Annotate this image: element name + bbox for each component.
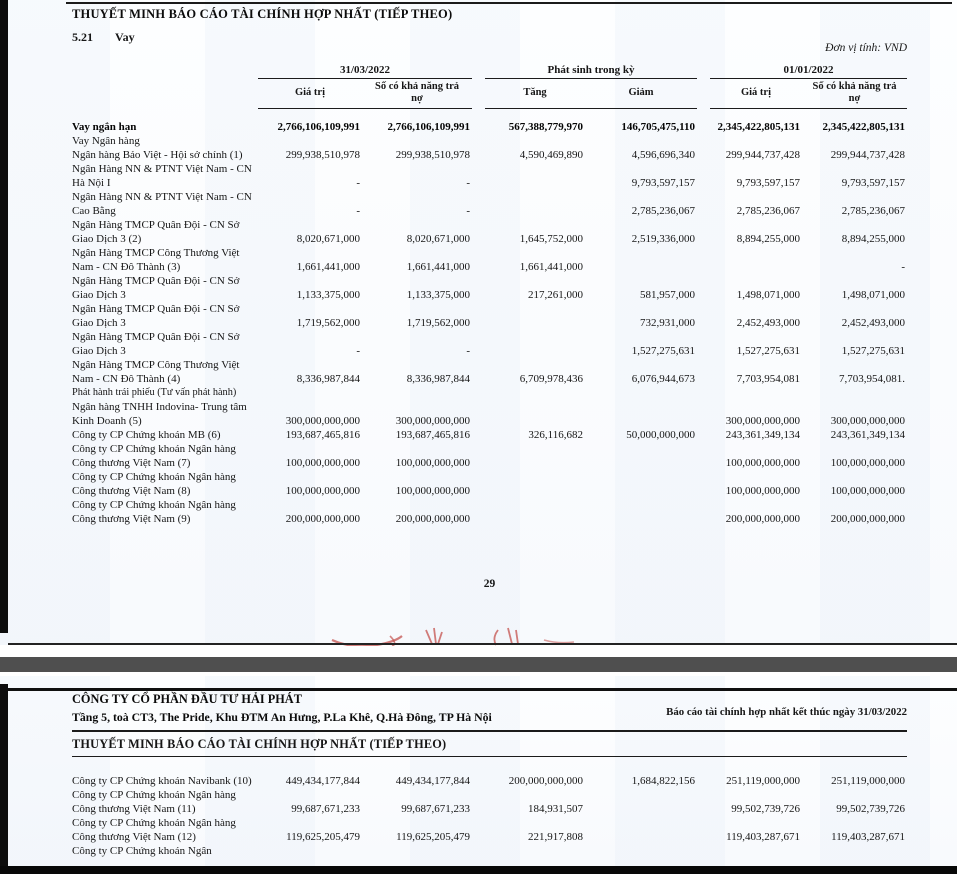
table-row — [72, 218, 907, 246]
cell-value: 1,661,441,000 — [519, 261, 583, 273]
cell-value: 9,793,597,157 — [736, 177, 800, 189]
cell-value: 8,894,255,000 — [736, 233, 800, 245]
cell-value: 732,931,000 — [640, 317, 695, 329]
cell-value: 243,361,349,134 — [725, 429, 800, 441]
row-label: Ngân hàng Bảo Việt - Hội sở chính (1) — [72, 149, 243, 161]
cell-value — [485, 456, 585, 470]
table-row — [72, 302, 907, 330]
cell-value — [485, 844, 585, 858]
group-31-03-2022: 31/03/2022 — [258, 64, 472, 79]
page2-header-rule — [72, 730, 907, 732]
cell-value: 300,000,000,000 — [725, 415, 800, 427]
table-row — [72, 330, 907, 358]
table-row — [72, 386, 907, 400]
cell-value — [485, 512, 585, 526]
cell-value: 1,527,275,631 — [736, 345, 800, 357]
cell-value: 1,661,441,000 — [296, 261, 360, 273]
cell-value — [585, 484, 697, 498]
col-gia-tri-1: Giá trị — [258, 79, 362, 109]
cell-value: 100,000,000,000 — [725, 485, 800, 497]
page2-left-scan-bar — [0, 684, 8, 874]
cell-value: 7,703,954,081 — [736, 373, 800, 385]
cell-value — [258, 386, 362, 400]
page1-left-scan-bar — [0, 0, 8, 633]
cell-value: 8,336,987,844 — [406, 373, 470, 385]
group-phat-sinh-trong-ky: Phát sinh trong kỳ — [485, 64, 697, 79]
cell-value: 300,000,000,000 — [830, 415, 905, 427]
cell-value — [710, 386, 802, 400]
row-label: Công ty CP Chứng khoán Ngân hàng Công thương Việt Nam (12) — [72, 817, 236, 843]
row-label: Ngân Hàng NN & PTNT Việt Nam - CN Hà Nội I — [72, 163, 252, 189]
cell-value: 4,590,469,890 — [519, 149, 583, 161]
row-label: Công ty CP Chứng khoán Ngân — [72, 845, 212, 857]
cell-value: 449,434,177,844 — [395, 775, 470, 787]
page2-title-rule — [72, 756, 907, 758]
row-label: Công ty CP Chứng khoán Ngân hàng Công thương Việt Nam (8) — [72, 471, 236, 497]
page-number: 29 — [483, 578, 496, 590]
cell-value: 2,766,106,109,991 — [277, 121, 360, 133]
row-label: Ngân Hàng TMCP Quân Đội - CN Sở Giao Dịch 3 (2) — [72, 219, 240, 245]
cell-value: 100,000,000,000 — [725, 457, 800, 469]
cell-value: 146,705,475,110 — [621, 121, 695, 133]
cell-value: 8,020,671,000 — [296, 233, 360, 245]
loan-table-header — [72, 64, 907, 109]
cell-value: 217,261,000 — [528, 289, 583, 301]
cell-value: - — [356, 345, 360, 357]
cell-value: - — [466, 177, 470, 189]
cell-value: - — [356, 205, 360, 217]
table-row — [72, 442, 907, 470]
table-row — [72, 428, 907, 442]
cell-value — [362, 386, 472, 400]
cell-value: 299,938,510,978 — [285, 149, 360, 161]
cell-value: - — [466, 345, 470, 357]
cell-value: 299,938,510,978 — [395, 149, 470, 161]
cell-value: 200,000,000,000 — [285, 513, 360, 525]
section-title: Vay — [115, 30, 135, 44]
cell-value: 100,000,000,000 — [395, 485, 470, 497]
cell-value: 221,917,808 — [528, 831, 583, 843]
cell-value — [485, 414, 585, 428]
cell-value: 100,000,000,000 — [395, 457, 470, 469]
page1-top-rule — [66, 2, 952, 4]
cell-value: 119,403,287,671 — [726, 831, 800, 843]
page2-title: THUYẾT MINH BÁO CÁO TÀI CHÍNH HỢP NHẤT (TIẾP THEO) — [72, 736, 447, 751]
cell-value: 8,336,987,844 — [296, 373, 360, 385]
table-row — [72, 400, 907, 428]
cell-value: 200,000,000,000 — [830, 513, 905, 525]
page-gap-band — [0, 657, 957, 672]
cell-value — [585, 456, 697, 470]
cell-value — [485, 344, 585, 358]
row-label: Ngân Hàng TMCP Quân Đội - CN Sở Giao Dịch 3 — [72, 331, 240, 357]
cell-value: 8,894,255,000 — [841, 233, 905, 245]
cell-value: 581,957,000 — [640, 289, 695, 301]
page1-title: THUYẾT MINH BÁO CÁO TÀI CHÍNH HỢP NHẤT (TIẾP THEO) — [72, 7, 453, 21]
col-giam: Giảm — [585, 79, 697, 109]
bottom-scan-bar — [0, 866, 957, 874]
cell-value: 1,133,375,000 — [296, 289, 360, 301]
cell-value: 9,793,597,157 — [631, 177, 695, 189]
table-row — [72, 120, 907, 134]
cell-value — [485, 386, 585, 400]
group-01-01-2022: 01/01/2022 — [710, 64, 907, 79]
table-row — [72, 816, 907, 844]
cell-value — [258, 134, 362, 148]
col-so-co-kha-nang-tra-no-2: Số có khả năng trả nợ — [802, 79, 907, 109]
cell-value: 326,116,682 — [528, 429, 583, 441]
cell-value — [485, 316, 585, 330]
cell-value — [585, 830, 697, 844]
row-label: Công ty CP Chứng khoán Navibank (10) — [72, 775, 252, 787]
table-row — [72, 774, 907, 788]
cell-value: 243,361,349,134 — [830, 429, 905, 441]
cell-value: 2,766,106,109,991 — [387, 121, 470, 133]
cell-value: 193,687,465,816 — [395, 429, 470, 441]
table-row — [72, 844, 907, 858]
cell-value: 100,000,000,000 — [285, 485, 360, 497]
row-label: Công ty CP Chứng khoán Ngân hàng Công thương Việt Nam (7) — [72, 443, 236, 469]
cell-value: 2,785,236,067 — [631, 205, 695, 217]
cell-value: 1,684,822,156 — [631, 775, 695, 787]
table-row — [72, 358, 907, 386]
row-label: Ngân Hàng TMCP Công Thương Việt Nam - CN Đô Thành (3) — [72, 247, 240, 273]
cell-value: 1,498,071,000 — [841, 289, 905, 301]
cell-value: 4,596,696,340 — [631, 149, 695, 161]
cell-value: 7,703,954,081. — [839, 373, 905, 385]
cell-value — [485, 204, 585, 218]
cell-value — [362, 134, 472, 148]
cell-value: 1,661,441,000 — [406, 261, 470, 273]
cell-value — [710, 260, 802, 274]
column-group-row — [72, 64, 907, 79]
cell-value: 8,020,671,000 — [406, 233, 470, 245]
row-label: Công ty CP Chứng khoán MB (6) — [72, 429, 221, 441]
cell-value — [710, 134, 802, 148]
cell-value — [585, 844, 697, 858]
cell-value — [258, 844, 362, 858]
cell-value: 1,527,275,631 — [631, 345, 695, 357]
table-row — [72, 134, 907, 148]
table-row — [72, 190, 907, 218]
table-row — [72, 470, 907, 498]
cell-value — [485, 176, 585, 190]
cell-value: 99,687,671,233 — [291, 803, 360, 815]
cell-value: 251,119,000,000 — [726, 775, 800, 787]
cell-value — [802, 844, 907, 858]
page-2 — [0, 676, 957, 866]
table-row — [72, 246, 907, 274]
row-label: Ngân hàng TNHH Indovina- Trung tâm Kinh Doanh (5) — [72, 401, 247, 427]
cell-value: 9,793,597,157 — [841, 177, 905, 189]
cell-value: 119,625,205,479 — [286, 831, 360, 843]
table-row — [72, 162, 907, 190]
cell-value — [585, 260, 697, 274]
cell-value — [362, 844, 472, 858]
row-label: Ngân Hàng TMCP Quân Đội - CN Sở Giao Dịch 3 — [72, 303, 240, 329]
cell-value: 2,785,236,067 — [841, 205, 905, 217]
cell-value: 99,502,739,726 — [731, 803, 800, 815]
row-label: Ngân Hàng TMCP Quân Đội - CN Sở Giao Dịch 3 — [72, 275, 240, 301]
cell-value: - — [901, 261, 905, 273]
cell-value: 6,076,944,673 — [631, 373, 695, 385]
row-label: Phát hành trái phiếu (Tư vấn phát hành) — [72, 387, 237, 398]
report-period-label: Báo cáo tài chính hợp nhất kết thúc ngày 31/03/2022 — [666, 706, 907, 718]
page1-bottom-rule — [8, 643, 957, 645]
cell-value: 1,719,562,000 — [296, 317, 360, 329]
table-row — [72, 274, 907, 302]
cell-value: 2,452,493,000 — [736, 317, 800, 329]
cell-value: 1,719,562,000 — [406, 317, 470, 329]
cell-value: 1,527,275,631 — [841, 345, 905, 357]
cell-value: 200,000,000,000 — [508, 775, 583, 787]
cell-value: 99,687,671,233 — [401, 803, 470, 815]
cell-value: 2,345,422,805,131 — [717, 121, 800, 133]
page2-top-rule — [8, 688, 957, 691]
cell-value: 200,000,000,000 — [725, 513, 800, 525]
cell-value — [802, 386, 907, 400]
cell-value: 251,119,000,000 — [831, 775, 905, 787]
cell-value — [585, 802, 697, 816]
row-label: Ngân Hàng TMCP Công Thương Việt Nam - CN Đô Thành (4) — [72, 359, 240, 385]
cell-value: - — [356, 177, 360, 189]
row-label: Công ty CP Chứng khoán Ngân hàng Công thương Việt Nam (9) — [72, 499, 236, 525]
cell-value: 100,000,000,000 — [285, 457, 360, 469]
row-label: Vay ngắn hạn — [72, 121, 137, 133]
cell-value: 2,785,236,067 — [736, 205, 800, 217]
cell-value: 449,434,177,844 — [285, 775, 360, 787]
col-gia-tri-2: Giá trị — [710, 79, 802, 109]
sub-header-row — [72, 79, 907, 109]
cell-value: 2,345,422,805,131 — [822, 121, 905, 133]
cell-value: 1,645,752,000 — [519, 233, 583, 245]
table-row — [72, 788, 907, 816]
cell-value: 2,519,336,000 — [631, 233, 695, 245]
cell-value: 2,452,493,000 — [841, 317, 905, 329]
table-row — [72, 148, 907, 162]
cell-value — [802, 134, 907, 148]
cell-value: 299,944,737,428 — [830, 149, 905, 161]
row-label: Công ty CP Chứng khoán Ngân hàng Công thương Việt Nam (11) — [72, 789, 236, 815]
cell-value: 119,403,287,671 — [831, 831, 905, 843]
cell-value: 299,944,737,428 — [725, 149, 800, 161]
red-stamp-fragment — [330, 606, 580, 646]
unit-note: Đơn vị tính: VND — [825, 42, 907, 54]
cell-value: 300,000,000,000 — [285, 415, 360, 427]
cell-value: 1,133,375,000 — [406, 289, 470, 301]
cell-value: 1,498,071,000 — [736, 289, 800, 301]
cell-value — [585, 414, 697, 428]
cell-value: 184,931,507 — [528, 803, 583, 815]
cell-value: 193,687,465,816 — [285, 429, 360, 441]
cell-value — [585, 386, 697, 400]
cell-value — [485, 484, 585, 498]
cell-value: 100,000,000,000 — [830, 457, 905, 469]
company-address: Tầng 5, toà CT3, The Pride, Khu ĐTM An Hưng, P.La Khê, Q.Hà Đông, TP Hà Nội — [72, 710, 492, 724]
table-row — [72, 498, 907, 526]
cell-value: 99,502,739,726 — [836, 803, 905, 815]
cell-value — [585, 512, 697, 526]
cell-value — [710, 844, 802, 858]
col-tang: Tăng — [485, 79, 585, 109]
cell-value: 6,709,978,436 — [519, 373, 583, 385]
cell-value: 100,000,000,000 — [830, 485, 905, 497]
cell-value — [585, 134, 697, 148]
cell-value: - — [466, 205, 470, 217]
company-name: CÔNG TY CỔ PHẦN ĐẦU TƯ HẢI PHÁT — [72, 692, 302, 706]
cell-value: 300,000,000,000 — [395, 415, 470, 427]
loan-table-body-page2 — [72, 774, 907, 858]
cell-value — [485, 134, 585, 148]
section-number: 5.21 — [72, 30, 93, 44]
cell-value: 567,388,779,970 — [508, 121, 583, 133]
loan-table-body-page1 — [72, 120, 907, 526]
row-label: Ngân Hàng NN & PTNT Việt Nam - CN Cao Bằng — [72, 191, 252, 217]
cell-value: 119,625,205,479 — [396, 831, 470, 843]
col-so-co-kha-nang-tra-no-1: Số có khả năng trả nợ — [362, 79, 472, 109]
row-label: Vay Ngân hàng — [72, 135, 140, 147]
cell-value: 200,000,000,000 — [395, 513, 470, 525]
cell-value: 50,000,000,000 — [626, 429, 695, 441]
